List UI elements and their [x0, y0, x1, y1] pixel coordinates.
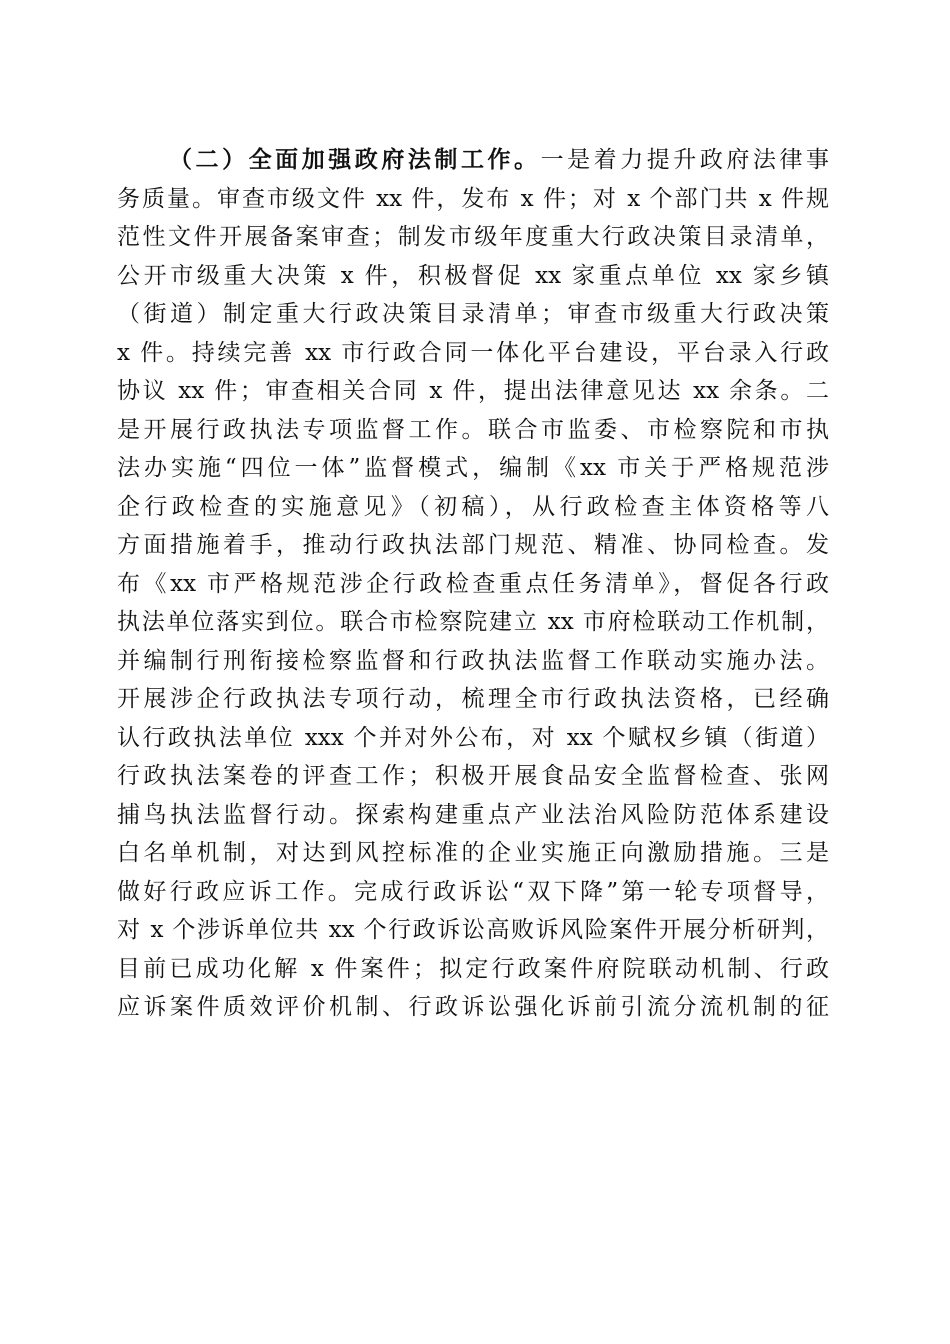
paragraph-line-17: 行政执法案卷的评查工作；积极开展食品安全监督检查、张网 [117, 763, 829, 789]
paragraph-line-10: 企行政检查的实施意见》（初稿），从行政检查主体资格等八 [117, 493, 829, 520]
paragraph-line-7: 协议 xx 件；审查相关合同 x 件，提出法律意见达 xx 余条。二 [117, 378, 829, 404]
paragraph-line-22: 目前已成功化解 x 件案件；拟定行政案件府院联动机制、行政 [117, 955, 829, 982]
paragraph-line-8: 是开展行政执法专项监督工作。联合市监委、市检察院和市执 [117, 416, 829, 443]
paragraph-line-14: 并编制行刑衔接检察监督和行政执法监督工作联动实施办法。 [117, 647, 829, 674]
paragraph-line-4: 公开市级重大决策 x 件，积极督促 xx 家重点单位 xx 家乡镇 [117, 262, 829, 289]
paragraph-text: 一是着力提升政府法律事 [540, 147, 829, 173]
paragraph-line-20: 做好行政应诉工作。完成行政诉讼“双下降”第一轮专项督导， [117, 878, 829, 905]
paragraph-line-3: 范性文件开展备案审查；制发市级年度重大行政决策目录清单， [117, 224, 829, 250]
paragraph-line-1 [117, 141, 829, 180]
paragraph-line-6: x 件。持续完善 xx 市行政合同一体化平台建设，平台录入行政 [117, 339, 829, 366]
paragraph-line-18: 捕鸟执法监督行动。探索构建重点产业法治风险防范体系建设 [117, 801, 829, 828]
paragraph-line-23: 应诉案件质效评价机制、行政诉讼强化诉前引流分流机制的征 [117, 994, 829, 1020]
paragraph-line-16: 认行政执法单位 xxx 个并对外公布，对 xx 个赋权乡镇（街道） [117, 724, 829, 751]
paragraph-line-9: 法办实施“四位一体”监督模式，编制《xx 市关于严格规范涉 [117, 455, 829, 481]
section-heading: （二）全面加强政府法制工作。 [169, 146, 541, 173]
paragraph-line-15: 开展涉企行政执法专项行动，梳理全市行政执法资格，已经确 [117, 686, 829, 712]
paragraph-line-2: 务质量。审查市级文件 xx 件，发布 x 件；对 x 个部门共 x 件规 [117, 185, 829, 212]
paragraph-line-5: （街道）制定重大行政决策目录清单；审查市级重大行政决策 [117, 301, 829, 327]
paragraph-line-12: 布《xx 市严格规范涉企行政检查重点任务清单》，督促各行政 [117, 570, 829, 597]
paragraph-line-13: 执法单位落实到位。联合市检察院建立 xx 市府检联动工作机制， [117, 609, 829, 635]
paragraph-line-21: 对 x 个涉诉单位共 xx 个行政诉讼高败诉风险案件开展分析研判， [117, 917, 829, 943]
paragraph-line-11: 方面措施着手，推动行政执法部门规范、精准、协同检查。发 [117, 532, 829, 558]
document-body [117, 141, 829, 1027]
paragraph-line-19: 白名单机制，对达到风控标准的企业实施正向激励措施。三是 [117, 840, 829, 866]
